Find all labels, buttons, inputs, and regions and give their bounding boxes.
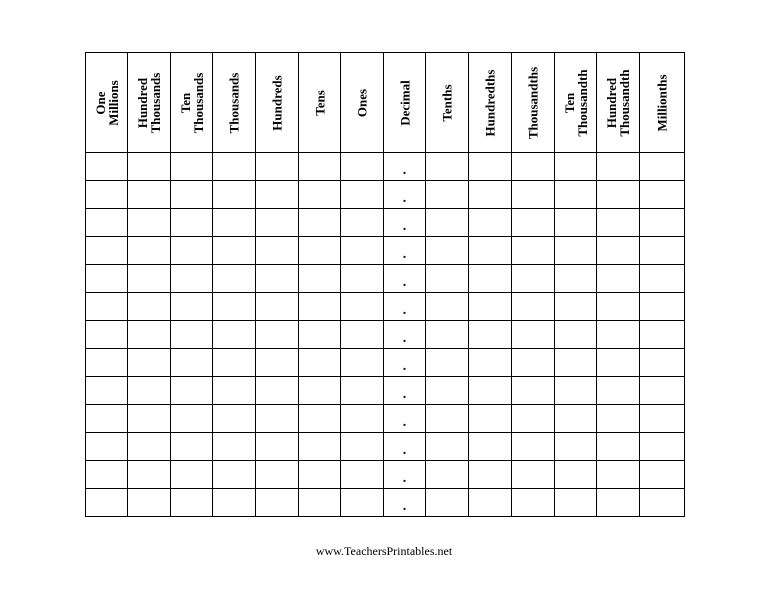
decimal-point: .: [402, 443, 407, 458]
digit-cell[interactable]: [213, 433, 256, 461]
digit-cell[interactable]: [597, 405, 640, 433]
column-header-label: Hundred Thousandth: [604, 68, 632, 137]
column-header-tens: [299, 53, 341, 153]
digit-cell[interactable]: [256, 181, 299, 209]
decimal-point-cell: [384, 405, 426, 433]
table-row: [86, 489, 685, 517]
digit-cell[interactable]: [341, 489, 384, 517]
digit-cell[interactable]: [640, 405, 685, 433]
digit-cell[interactable]: [469, 433, 512, 461]
digit-cell[interactable]: [299, 181, 341, 209]
decimal-point: .: [402, 275, 407, 290]
digit-cell[interactable]: [299, 321, 341, 349]
column-header-label: Ten Thousands: [177, 72, 206, 133]
digit-cell[interactable]: [512, 461, 555, 489]
digit-cell[interactable]: [256, 321, 299, 349]
digit-cell[interactable]: [426, 153, 469, 181]
digit-cell[interactable]: [597, 349, 640, 377]
digit-cell[interactable]: [213, 321, 256, 349]
digit-cell[interactable]: [213, 293, 256, 321]
digit-cell[interactable]: [171, 433, 213, 461]
digit-cell[interactable]: [640, 293, 685, 321]
column-header-label: Hundreds: [269, 74, 285, 131]
digit-cell[interactable]: [213, 349, 256, 377]
digit-cell[interactable]: [341, 265, 384, 293]
column-header-hundred-thousands: [128, 53, 171, 153]
digit-cell[interactable]: [512, 433, 555, 461]
column-header-millionths: [640, 53, 685, 153]
digit-cell[interactable]: [426, 293, 469, 321]
decimal-point-cell: [384, 153, 426, 181]
column-header-hundreds: [256, 53, 299, 153]
digit-cell[interactable]: [171, 181, 213, 209]
decimal-point-cell: [384, 237, 426, 265]
digit-cell[interactable]: [128, 293, 171, 321]
digit-cell[interactable]: [171, 461, 213, 489]
digit-cell[interactable]: [469, 209, 512, 237]
digit-cell[interactable]: [512, 349, 555, 377]
digit-cell[interactable]: [128, 209, 171, 237]
digit-cell[interactable]: [426, 349, 469, 377]
digit-cell[interactable]: [86, 377, 128, 405]
digit-cell[interactable]: [597, 489, 640, 517]
digit-cell[interactable]: [299, 489, 341, 517]
column-header-label: Thousands: [226, 72, 242, 133]
digit-cell[interactable]: [86, 321, 128, 349]
digit-cell[interactable]: [426, 461, 469, 489]
digit-cell[interactable]: [86, 461, 128, 489]
digit-cell[interactable]: [171, 405, 213, 433]
digit-cell[interactable]: [256, 489, 299, 517]
digit-cell[interactable]: [512, 265, 555, 293]
digit-cell[interactable]: [640, 265, 685, 293]
table-row: [86, 349, 685, 377]
digit-cell[interactable]: [555, 489, 597, 517]
column-header-tenths: [426, 53, 469, 153]
column-header-ten-thousandth: [555, 53, 597, 153]
digit-cell[interactable]: [86, 265, 128, 293]
chart-body: [86, 153, 685, 517]
digit-cell[interactable]: [640, 181, 685, 209]
digit-cell[interactable]: [171, 349, 213, 377]
digit-cell[interactable]: [128, 321, 171, 349]
column-header-ten-thousands: [171, 53, 213, 153]
digit-cell[interactable]: [512, 293, 555, 321]
digit-cell[interactable]: [512, 377, 555, 405]
digit-cell[interactable]: [341, 349, 384, 377]
digit-cell[interactable]: [128, 181, 171, 209]
digit-cell[interactable]: [299, 433, 341, 461]
digit-cell[interactable]: [597, 209, 640, 237]
digit-cell[interactable]: [512, 405, 555, 433]
digit-cell[interactable]: [555, 433, 597, 461]
digit-cell[interactable]: [469, 181, 512, 209]
table-row: [86, 237, 685, 265]
digit-cell[interactable]: [597, 237, 640, 265]
footer-url: www.TeachersPrintables.net: [315, 544, 453, 558]
digit-cell[interactable]: [426, 377, 469, 405]
decimal-point: .: [402, 415, 407, 430]
digit-cell[interactable]: [213, 377, 256, 405]
table-row: [86, 433, 685, 461]
column-header-one-millions: [86, 53, 128, 153]
digit-cell[interactable]: [86, 405, 128, 433]
digit-cell[interactable]: [640, 153, 685, 181]
digit-cell[interactable]: [469, 265, 512, 293]
decimal-point: .: [402, 387, 407, 402]
digit-cell[interactable]: [171, 293, 213, 321]
digit-cell[interactable]: [426, 433, 469, 461]
column-header-hundredths: [469, 53, 512, 153]
digit-cell[interactable]: [469, 349, 512, 377]
digit-cell[interactable]: [128, 377, 171, 405]
digit-cell[interactable]: [640, 321, 685, 349]
column-header-label: Tenths: [439, 83, 455, 122]
digit-cell[interactable]: [128, 433, 171, 461]
digit-cell[interactable]: [597, 461, 640, 489]
digit-cell[interactable]: [469, 237, 512, 265]
digit-cell[interactable]: [171, 237, 213, 265]
column-header-label: Millionths: [654, 73, 670, 132]
digit-cell[interactable]: [640, 461, 685, 489]
digit-cell[interactable]: [256, 405, 299, 433]
digit-cell[interactable]: [426, 489, 469, 517]
digit-cell[interactable]: [128, 265, 171, 293]
digit-cell[interactable]: [512, 181, 555, 209]
digit-cell[interactable]: [213, 153, 256, 181]
digit-cell[interactable]: [469, 489, 512, 517]
digit-cell[interactable]: [171, 209, 213, 237]
column-header-hundred-thousandth: [597, 53, 640, 153]
digit-cell[interactable]: [555, 461, 597, 489]
column-header-decimal: [384, 53, 426, 153]
decimal-point: .: [402, 219, 407, 234]
digit-cell[interactable]: [299, 265, 341, 293]
digit-cell[interactable]: [341, 153, 384, 181]
digit-cell[interactable]: [555, 153, 597, 181]
digit-cell[interactable]: [299, 349, 341, 377]
place-value-chart: [85, 52, 685, 517]
table-row: [86, 153, 685, 181]
digit-cell[interactable]: [512, 489, 555, 517]
decimal-point: .: [402, 163, 407, 178]
digit-cell[interactable]: [256, 433, 299, 461]
digit-cell[interactable]: [256, 377, 299, 405]
digit-cell[interactable]: [213, 461, 256, 489]
digit-cell[interactable]: [171, 321, 213, 349]
table-row: [86, 321, 685, 349]
digit-cell[interactable]: [469, 153, 512, 181]
digit-cell[interactable]: [86, 181, 128, 209]
decimal-point-cell: [384, 181, 426, 209]
column-header-thousandths: [512, 53, 555, 153]
digit-cell[interactable]: [256, 209, 299, 237]
digit-cell[interactable]: [256, 237, 299, 265]
column-header-label: Hundredths: [482, 69, 498, 136]
digit-cell[interactable]: [426, 181, 469, 209]
digit-cell[interactable]: [640, 209, 685, 237]
digit-cell[interactable]: [299, 405, 341, 433]
table-row: [86, 209, 685, 237]
digit-cell[interactable]: [341, 209, 384, 237]
digit-cell[interactable]: [555, 349, 597, 377]
digit-cell[interactable]: [86, 237, 128, 265]
digit-cell[interactable]: [213, 237, 256, 265]
digit-cell[interactable]: [299, 461, 341, 489]
digit-cell[interactable]: [86, 209, 128, 237]
digit-cell[interactable]: [597, 321, 640, 349]
digit-cell[interactable]: [213, 181, 256, 209]
digit-cell[interactable]: [640, 433, 685, 461]
digit-cell[interactable]: [341, 237, 384, 265]
table-row: [86, 405, 685, 433]
digit-cell[interactable]: [128, 405, 171, 433]
digit-cell[interactable]: [640, 377, 685, 405]
digit-cell[interactable]: [640, 349, 685, 377]
decimal-point: .: [402, 471, 407, 486]
digit-cell[interactable]: [597, 293, 640, 321]
digit-cell[interactable]: [299, 377, 341, 405]
digit-cell[interactable]: [555, 321, 597, 349]
digit-cell[interactable]: [256, 349, 299, 377]
digit-cell[interactable]: [555, 265, 597, 293]
digit-cell[interactable]: [469, 377, 512, 405]
digit-cell[interactable]: [341, 405, 384, 433]
digit-cell[interactable]: [426, 209, 469, 237]
digit-cell[interactable]: [341, 433, 384, 461]
digit-cell[interactable]: [426, 321, 469, 349]
digit-cell[interactable]: [256, 265, 299, 293]
digit-cell[interactable]: [341, 377, 384, 405]
digit-cell[interactable]: [555, 209, 597, 237]
table-row: [86, 377, 685, 405]
digit-cell[interactable]: [256, 293, 299, 321]
digit-cell[interactable]: [341, 181, 384, 209]
digit-cell[interactable]: [128, 489, 171, 517]
digit-cell[interactable]: [86, 433, 128, 461]
digit-cell[interactable]: [256, 461, 299, 489]
digit-cell[interactable]: [86, 153, 128, 181]
column-header-thousands: [213, 53, 256, 153]
digit-cell[interactable]: [299, 209, 341, 237]
digit-cell[interactable]: [171, 489, 213, 517]
header-row: [86, 53, 685, 153]
digit-cell[interactable]: [299, 237, 341, 265]
table-row: [86, 461, 685, 489]
decimal-point-cell: [384, 209, 426, 237]
digit-cell[interactable]: [469, 321, 512, 349]
decimal-point-cell: [384, 489, 426, 517]
digit-cell[interactable]: [128, 461, 171, 489]
decimal-point: .: [402, 499, 407, 514]
digit-cell[interactable]: [213, 209, 256, 237]
digit-cell[interactable]: [426, 237, 469, 265]
digit-cell[interactable]: [597, 265, 640, 293]
table-row: [86, 181, 685, 209]
digit-cell[interactable]: [128, 237, 171, 265]
digit-cell[interactable]: [597, 377, 640, 405]
digit-cell[interactable]: [555, 293, 597, 321]
decimal-point-cell: [384, 377, 426, 405]
decimal-point-cell: [384, 461, 426, 489]
decimal-point: .: [402, 359, 407, 374]
column-header-label: Decimal: [397, 79, 412, 126]
digit-cell[interactable]: [86, 293, 128, 321]
digit-cell[interactable]: [299, 153, 341, 181]
digit-cell[interactable]: [640, 489, 685, 517]
digit-cell[interactable]: [299, 293, 341, 321]
digit-cell[interactable]: [128, 349, 171, 377]
digit-cell[interactable]: [512, 153, 555, 181]
digit-cell[interactable]: [128, 153, 171, 181]
digit-cell[interactable]: [555, 377, 597, 405]
table-row: [86, 293, 685, 321]
digit-cell[interactable]: [213, 489, 256, 517]
column-header-label: Hundred Thousands: [135, 72, 163, 133]
digit-cell[interactable]: [469, 461, 512, 489]
column-header-label: Ten Thousandth: [561, 68, 590, 137]
digit-cell[interactable]: [512, 237, 555, 265]
column-header-label: Ones: [354, 88, 370, 117]
digit-cell[interactable]: [555, 237, 597, 265]
digit-cell[interactable]: [86, 489, 128, 517]
digit-cell[interactable]: [597, 181, 640, 209]
digit-cell[interactable]: [171, 377, 213, 405]
digit-cell[interactable]: [426, 405, 469, 433]
digit-cell[interactable]: [171, 265, 213, 293]
decimal-point: .: [402, 247, 407, 262]
digit-cell[interactable]: [341, 461, 384, 489]
column-header-ones: [341, 53, 384, 153]
digit-cell[interactable]: [469, 405, 512, 433]
column-header-label: One Millions: [92, 79, 121, 126]
decimal-point: .: [402, 303, 407, 318]
digit-cell[interactable]: [86, 349, 128, 377]
decimal-point-cell: [384, 265, 426, 293]
decimal-point-cell: [384, 349, 426, 377]
column-header-label: Tens: [312, 89, 327, 116]
table-row: [86, 265, 685, 293]
decimal-point-cell: [384, 321, 426, 349]
decimal-point: .: [402, 331, 407, 346]
digit-cell[interactable]: [512, 209, 555, 237]
digit-cell[interactable]: [426, 265, 469, 293]
digit-cell[interactable]: [597, 153, 640, 181]
decimal-point-cell: [384, 293, 426, 321]
digit-cell[interactable]: [341, 293, 384, 321]
digit-cell[interactable]: [597, 433, 640, 461]
digit-cell[interactable]: [640, 237, 685, 265]
digit-cell[interactable]: [555, 181, 597, 209]
digit-cell[interactable]: [341, 321, 384, 349]
decimal-point: .: [402, 191, 407, 206]
column-header-label: Thousandths: [525, 66, 541, 139]
digit-cell[interactable]: [213, 265, 256, 293]
digit-cell[interactable]: [555, 405, 597, 433]
digit-cell[interactable]: [171, 153, 213, 181]
decimal-point-cell: [384, 433, 426, 461]
digit-cell[interactable]: [512, 321, 555, 349]
digit-cell[interactable]: [469, 293, 512, 321]
digit-cell[interactable]: [256, 153, 299, 181]
digit-cell[interactable]: [213, 405, 256, 433]
